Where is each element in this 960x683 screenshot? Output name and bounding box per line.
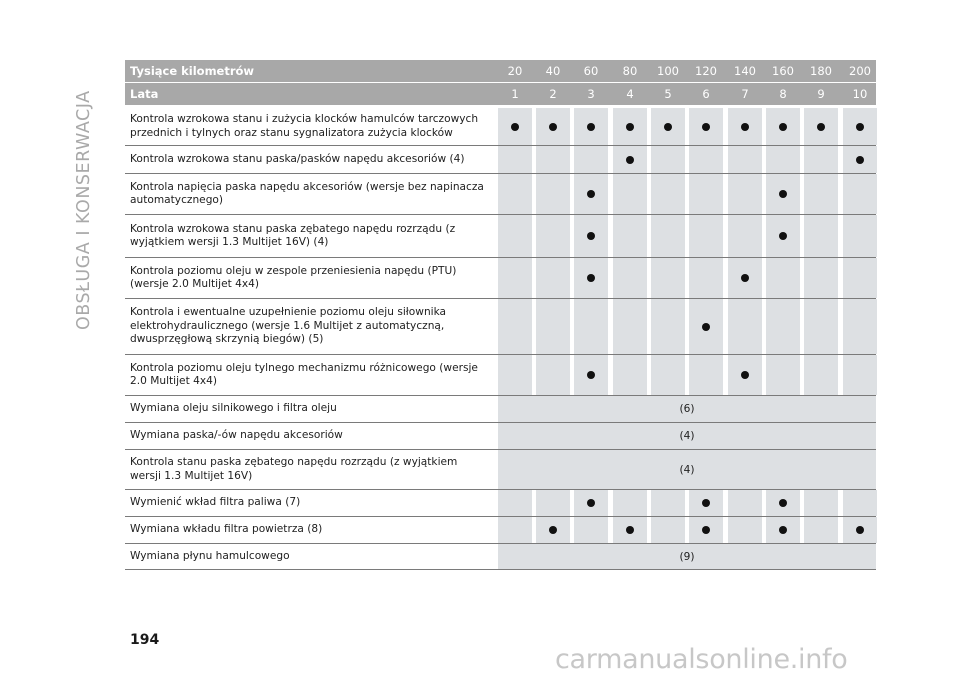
schedule-cell	[804, 355, 838, 395]
bullet-icon	[549, 123, 557, 131]
header-km-cell-1: 20	[507, 64, 523, 78]
schedule-cell	[498, 146, 532, 173]
schedule-cell	[804, 299, 838, 354]
row-description: Kontrola wzrokowa stanu i zużycia klocków hamulców tarczowych przednich i tylnych oraz stanu sygnalizatora zużycia klocków	[130, 113, 479, 139]
schedule-cell	[536, 215, 570, 257]
row-description: Wymiana paska/-ów napędu akcesoriów	[130, 429, 343, 442]
bullet-icon	[587, 499, 595, 507]
bullet-icon	[856, 123, 864, 131]
bullet-icon	[587, 123, 595, 131]
header-km-cell-10: 200	[849, 64, 871, 78]
row-description: Kontrola napięcia paska napędu akcesoriów (wersje bez napinacza automatycznego)	[130, 180, 484, 206]
row-description: Kontrola i ewentualne uzupełnienie poziomu oleju siłownika elektrohydraulicznego (wersje 1.6 Multijet z automatyczną, dwusprzęgłową skrzynią biegów) (5)	[130, 306, 447, 346]
schedule-cell	[574, 355, 608, 395]
page-number: 194	[130, 632, 160, 648]
schedule-cell	[689, 355, 723, 395]
bullet-icon	[549, 526, 557, 534]
row-note: (4)	[498, 423, 876, 449]
schedule-cell	[536, 258, 570, 298]
schedule-cell	[766, 258, 800, 298]
bullet-icon	[626, 123, 634, 131]
table-row	[125, 258, 876, 299]
table-row	[125, 108, 876, 146]
header-years-label: Lata	[130, 87, 159, 101]
row-description: Wymiana oleju silnikowego i filtra oleju	[130, 402, 337, 415]
bullet-icon	[664, 123, 672, 131]
schedule-cell	[613, 146, 647, 173]
header-row-km	[125, 60, 876, 82]
schedule-cell	[843, 174, 877, 214]
schedule-cell	[613, 355, 647, 395]
schedule-cell	[536, 490, 570, 516]
schedule-cell	[766, 517, 800, 543]
schedule-cell	[498, 490, 532, 516]
row-note: (9)	[498, 544, 876, 569]
schedule-cell	[689, 258, 723, 298]
schedule-cell	[651, 355, 685, 395]
schedule-cell	[728, 490, 762, 516]
schedule-cell	[766, 355, 800, 395]
schedule-cell	[574, 174, 608, 214]
schedule-cell	[843, 215, 877, 257]
header-year-cell-1: 1	[511, 87, 519, 101]
header-year-cell-2: 2	[549, 87, 557, 101]
schedule-cell	[498, 108, 532, 145]
schedule-cell	[498, 215, 532, 257]
row-description: Wymiana wkładu filtra powietrza (8)	[130, 523, 323, 536]
schedule-cell	[843, 517, 877, 543]
table-row	[125, 544, 876, 570]
row-note: (4)	[498, 450, 876, 489]
bullet-icon	[741, 123, 749, 131]
schedule-cell	[728, 174, 762, 214]
schedule-cell	[498, 517, 532, 543]
header-km-cell-7: 140	[734, 64, 756, 78]
bullet-icon	[779, 526, 787, 534]
bullet-icon	[702, 123, 710, 131]
schedule-cell	[804, 146, 838, 173]
schedule-cell	[613, 174, 647, 214]
header-km-cell-4: 80	[622, 64, 638, 78]
table-row	[125, 423, 876, 450]
header-year-cell-9: 9	[817, 87, 825, 101]
schedule-cell	[613, 108, 647, 145]
table-row	[125, 215, 876, 258]
schedule-cell	[651, 299, 685, 354]
bullet-icon	[779, 190, 787, 198]
header-row-years	[125, 83, 876, 105]
schedule-cell	[843, 108, 877, 145]
header-km-cell-8: 160	[772, 64, 794, 78]
header-year-cell-6: 6	[702, 87, 710, 101]
header-year-cell-7: 7	[741, 87, 749, 101]
schedule-cell	[689, 299, 723, 354]
schedule-cell	[613, 299, 647, 354]
schedule-cell	[804, 174, 838, 214]
schedule-cell	[804, 258, 838, 298]
row-description: Kontrola poziomu oleju w zespole przeniesienia napędu (PTU) (wersje 2.0 Multijet 4x4)	[130, 264, 457, 290]
schedule-cell	[651, 174, 685, 214]
bullet-icon	[779, 499, 787, 507]
header-km-cell-5: 100	[657, 64, 679, 78]
schedule-cell	[536, 146, 570, 173]
schedule-cell	[574, 299, 608, 354]
table-row	[125, 299, 876, 355]
row-description: Kontrola wzrokowa stanu paska/pasków napędu akcesoriów (4)	[130, 152, 465, 165]
table-row	[125, 146, 876, 174]
schedule-cell	[728, 108, 762, 145]
table-row	[125, 396, 876, 423]
schedule-cell	[766, 299, 800, 354]
schedule-cell	[689, 517, 723, 543]
row-description: Wymienić wkład filtra paliwa (7)	[130, 496, 301, 509]
header-year-cell-4: 4	[626, 87, 634, 101]
schedule-cell	[536, 108, 570, 145]
schedule-cell	[574, 490, 608, 516]
schedule-cell	[728, 146, 762, 173]
schedule-cell	[766, 490, 800, 516]
schedule-cell	[843, 490, 877, 516]
bullet-icon	[587, 371, 595, 379]
header-km-cell-3: 60	[583, 64, 599, 78]
row-note: (6)	[498, 396, 876, 422]
schedule-cell	[766, 146, 800, 173]
schedule-cell	[613, 490, 647, 516]
schedule-cell	[651, 108, 685, 145]
schedule-cell	[689, 146, 723, 173]
schedule-cell	[574, 146, 608, 173]
schedule-cell	[689, 108, 723, 145]
schedule-cell	[613, 215, 647, 257]
schedule-cell	[536, 174, 570, 214]
header-km-label: Tysiące kilometrów	[130, 64, 255, 78]
schedule-cell	[536, 517, 570, 543]
schedule-cell	[728, 355, 762, 395]
schedule-cell	[728, 215, 762, 257]
table-row	[125, 517, 876, 544]
section-side-title: OBSŁUGA I KONSERWACJA	[74, 90, 94, 330]
row-description: Kontrola stanu paska zębatego napędu rozrządu (z wyjątkiem wersji 1.3 Multijet 16V)	[130, 456, 458, 482]
table-row	[125, 355, 876, 396]
header-km-cell-2: 40	[545, 64, 561, 78]
schedule-cell	[843, 355, 877, 395]
bullet-icon	[741, 274, 749, 282]
schedule-cell	[651, 258, 685, 298]
schedule-cell	[574, 517, 608, 543]
table-row	[125, 450, 876, 490]
bullet-icon	[779, 123, 787, 131]
bullet-icon	[587, 190, 595, 198]
bullet-icon	[702, 526, 710, 534]
schedule-cell	[728, 258, 762, 298]
schedule-cell	[689, 215, 723, 257]
bullet-icon	[511, 123, 519, 131]
schedule-cell	[574, 215, 608, 257]
header-km-cell-6: 120	[695, 64, 717, 78]
schedule-cell	[843, 258, 877, 298]
schedule-cell	[728, 299, 762, 354]
schedule-cell	[498, 355, 532, 395]
schedule-cell	[613, 258, 647, 298]
schedule-cell	[689, 174, 723, 214]
schedule-cell	[498, 174, 532, 214]
bullet-icon	[587, 274, 595, 282]
schedule-cell	[804, 517, 838, 543]
header-km-cell-9: 180	[810, 64, 832, 78]
header-year-cell-10: 10	[852, 87, 868, 101]
schedule-cell	[804, 215, 838, 257]
schedule-cell	[766, 108, 800, 145]
schedule-cell	[689, 490, 723, 516]
schedule-cell	[651, 146, 685, 173]
bullet-icon	[587, 232, 595, 240]
schedule-cell	[574, 258, 608, 298]
schedule-cell	[843, 146, 877, 173]
row-description: Wymiana płynu hamulcowego	[130, 549, 290, 562]
bullet-icon	[856, 526, 864, 534]
bullet-icon	[702, 323, 710, 331]
schedule-cell	[536, 355, 570, 395]
schedule-cell	[651, 215, 685, 257]
row-description: Kontrola poziomu oleju tylnego mechanizmu różnicowego (wersje 2.0 Multijet 4x4)	[130, 361, 478, 387]
schedule-cell	[498, 258, 532, 298]
header-year-cell-5: 5	[664, 87, 672, 101]
watermark: carmanualsonline.info	[555, 644, 848, 675]
bullet-icon	[626, 156, 634, 164]
schedule-cell	[651, 517, 685, 543]
schedule-cell	[498, 299, 532, 354]
bullet-icon	[817, 123, 825, 131]
schedule-cell	[766, 215, 800, 257]
bullet-icon	[626, 526, 634, 534]
table-row	[125, 174, 876, 215]
bullet-icon	[702, 499, 710, 507]
table-row	[125, 490, 876, 517]
schedule-cell	[804, 490, 838, 516]
schedule-cell	[804, 108, 838, 145]
schedule-cell	[651, 490, 685, 516]
schedule-cell	[613, 517, 647, 543]
schedule-cell	[536, 299, 570, 354]
schedule-cell	[574, 108, 608, 145]
schedule-cell	[766, 174, 800, 214]
bullet-icon	[856, 156, 864, 164]
schedule-cell	[728, 517, 762, 543]
bullet-icon	[741, 371, 749, 379]
header-year-cell-8: 8	[779, 87, 787, 101]
header-year-cell-3: 3	[587, 87, 595, 101]
schedule-cell	[843, 299, 877, 354]
bullet-icon	[779, 232, 787, 240]
row-description: Kontrola wzrokowa stanu paska zębatego napędu rozrządu (z wyjątkiem wersji 1.3 Multijet 16V) (4)	[130, 222, 456, 248]
